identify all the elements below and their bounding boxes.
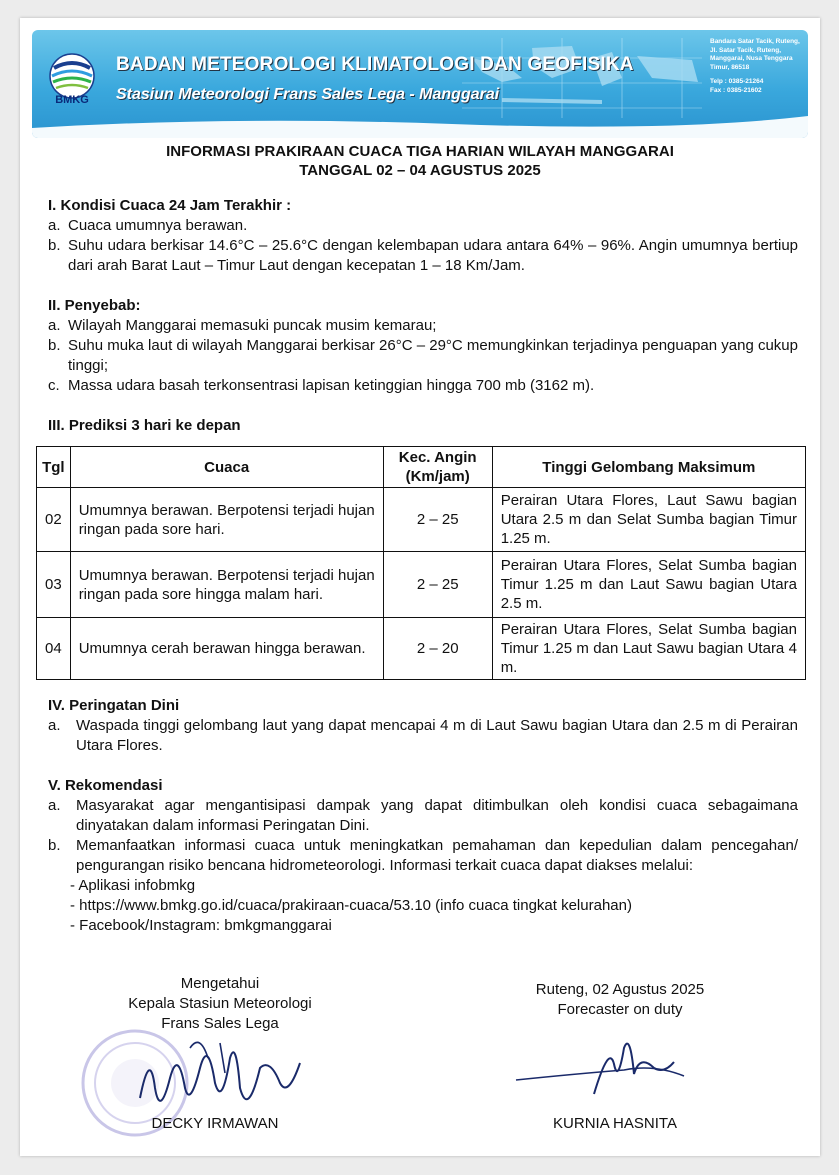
document-page xyxy=(20,18,820,1156)
cell-wind: 2 – 20 xyxy=(383,618,492,680)
fax: Fax : 0385-21602 xyxy=(710,86,762,94)
list-item: a. Waspada tinggi gelombang laut yang dapat mencapai 4 m di Laut Sawu bagian Utara dan 2.5 m di Perairan Utara Flores. xyxy=(48,717,798,754)
sig-right-line1: Ruteng, 02 Agustus 2025 xyxy=(535,981,705,998)
info-link: - Aplikasi infobmkg xyxy=(70,877,196,894)
list-item: b. Suhu muka laut di wilayah Manggarai berkisar 26°C – 29°C memungkinkan terjadinya penguapan yang cukup tinggi; xyxy=(48,337,798,374)
cell-wave: Perairan Utara Flores, Selat Sumba bagian Timur 1.25 m dan Laut Sawu bagian Utara 2.5 m. xyxy=(492,552,805,618)
section-recommendations xyxy=(48,776,798,936)
section-heading: IV. Peringatan Dini xyxy=(48,697,180,714)
sig-left-line2: Kepala Stasiun Meteorologi xyxy=(128,995,312,1012)
telephone: Telp : 0385-21264 xyxy=(710,78,764,85)
list-item: a. Masyarakat agar mengantisipasi dampak yang dapat ditimbulkan oleh kondisi cuaca sebagaimana dinyatakan dalam informasi Peringatan Dini. xyxy=(48,797,798,834)
section-heading: V. Rekomendasi xyxy=(48,777,163,794)
section-current-conditions xyxy=(48,196,798,276)
cell-wind: 2 – 25 xyxy=(383,488,492,552)
section-heading: I. Kondisi Cuaca 24 Jam Terakhir : xyxy=(48,197,292,214)
signature-block-right xyxy=(490,980,750,1020)
title-line-2: TANGGAL 02 – 04 AGUSTUS 2025 xyxy=(299,162,541,179)
section-heading: II. Penyebab: xyxy=(48,297,141,314)
document-title xyxy=(20,142,820,180)
cell-weather: Umumnya berawan. Berpotensi terjadi hujan ringan pada sore hingga malam hari. xyxy=(70,552,383,618)
logo-text: BMKG xyxy=(55,94,89,106)
list-item: b. Memanfaatkan informasi cuaca untuk meningkatkan pemahaman dan kepedulian dalam pencegahan/ pengurangan risiko bencana hidrometeorologi. Informasi terkait cuaca dapat diakses melalui: xyxy=(48,837,798,874)
cell-date: 02 xyxy=(37,488,71,552)
cell-wind: 2 – 25 xyxy=(383,552,492,618)
table-row xyxy=(37,618,806,680)
info-link: - Facebook/Instagram: bmkgmanggarai xyxy=(70,917,332,934)
sig-right-name: KURNIA HASNITA xyxy=(553,1115,677,1132)
map-illustration xyxy=(462,38,702,118)
agency-name: BADAN METEOROLOGI KLIMATOLOGI DAN GEOFISIKA xyxy=(116,54,634,75)
table-row xyxy=(37,488,806,552)
banner-wave xyxy=(32,110,808,138)
list-item: a. Cuaca umumnya berawan. xyxy=(48,217,248,234)
column-header: Kec. Angin (Km/jam) xyxy=(383,447,492,488)
list-item: c. Massa udara basah terkonsentrasi lapisan ketinggian hingga 700 mb (3162 m). xyxy=(48,377,595,394)
section-heading: III. Prediksi 3 hari ke depan xyxy=(48,417,241,434)
sig-left-line3: Frans Sales Lega xyxy=(161,1015,279,1032)
list-item: b. Suhu udara berkisar 14.6°C – 25.6°C dengan kelembapan udara antara 64% – 96%. Angin umumnya bertiup dari arah Barat Laut – Timur Laut dengan kecepatan 1 – 18 Km/Jam. xyxy=(48,237,798,274)
list-item: a. Wilayah Manggarai memasuki puncak musim kemarau; xyxy=(48,317,437,334)
signature-right xyxy=(514,1034,694,1104)
header-banner xyxy=(32,30,808,138)
table-header-row xyxy=(37,447,806,488)
signature-block-left xyxy=(90,974,350,1034)
signature-left xyxy=(130,1028,320,1128)
cell-weather: Umumnya berawan. Berpotensi terjadi hujan ringan pada sore hari. xyxy=(70,488,383,552)
title-line-1: INFORMASI PRAKIRAAN CUACA TIGA HARIAN WILAYAH MANGGARAI xyxy=(166,143,674,160)
cell-weather: Umumnya cerah berawan hingga berawan. xyxy=(70,618,383,680)
cell-wave: Perairan Utara Flores, Selat Sumba bagian Timur 1.25 m dan Laut Sawu bagian Utara 4 m. xyxy=(492,618,805,680)
cell-date: 04 xyxy=(37,618,71,680)
cell-date: 03 xyxy=(37,552,71,618)
sig-right-line2: Forecaster on duty xyxy=(557,1001,683,1018)
section-forecast xyxy=(48,416,798,436)
sig-left-name: DECKY IRMAWAN xyxy=(151,1115,279,1132)
info-link[interactable]: - https://www.bmkg.go.id/cuaca/prakiraan-cuaca/53.10 (info cuaca tingkat kelurahan) xyxy=(70,897,632,914)
address: Bandara Satar Tacik, Ruteng, Jl. Satar Tacik, Ruteng, Manggarai, Nusa Tenggara Timur, 86518 xyxy=(710,38,800,71)
cell-wave: Perairan Utara Flores, Laut Sawu bagian Utara 2.5 m dan Selat Sumba bagian Timur 1.25 m. xyxy=(492,488,805,552)
column-header: Tgl xyxy=(37,447,71,488)
forecast-table xyxy=(36,446,806,680)
column-header: Tinggi Gelombang Maksimum xyxy=(492,447,805,488)
section-early-warning xyxy=(48,696,798,756)
station-name: Stasiun Meteorologi Frans Sales Lega - Manggarai xyxy=(116,86,500,103)
contact-info xyxy=(710,38,806,95)
column-header: Cuaca xyxy=(70,447,383,488)
section-causes xyxy=(48,296,798,396)
table-row xyxy=(37,552,806,618)
sig-left-line1: Mengetahui xyxy=(180,975,260,992)
